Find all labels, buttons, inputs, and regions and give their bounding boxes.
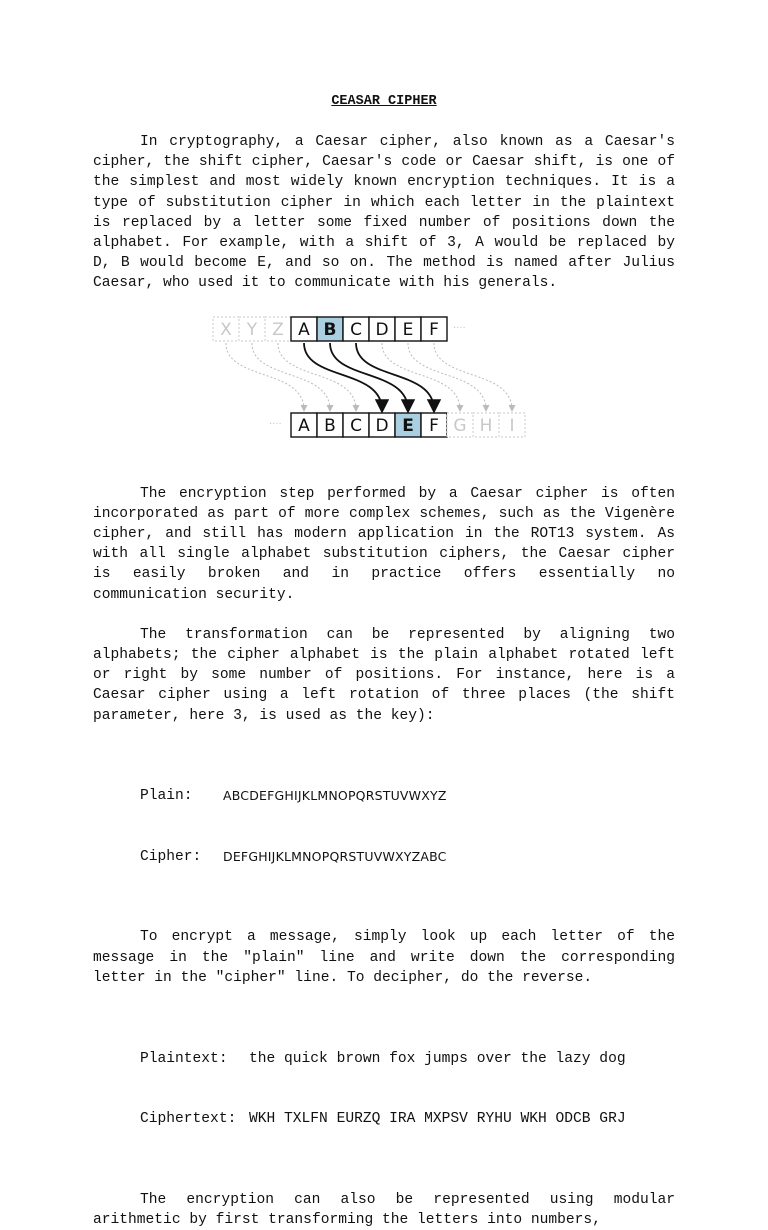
svg-text:F: F (429, 319, 439, 340)
cipher-alphabet: DEFGHIJKLMNOPQRSTUVWXYZABC (223, 848, 447, 864)
faded-shift-arrow (408, 343, 486, 410)
paragraph-modular-arithmetic: The encryption can also be represented using modular arithmetic by first transforming the letters into numbers, (93, 1191, 675, 1228)
svg-text:Z: Z (272, 319, 284, 340)
bottom-letter-B (317, 413, 343, 437)
top-letter-A (291, 317, 317, 341)
svg-text:A: A (298, 415, 310, 436)
svg-text:G: G (453, 415, 467, 436)
shift-arrow (356, 343, 434, 410)
top-faded-letter-X (213, 317, 239, 341)
bottom-letter-E (395, 413, 421, 437)
top-letter-B (317, 317, 343, 341)
svg-text:E: E (402, 415, 414, 436)
svg-text:C: C (350, 415, 362, 436)
document-page (93, 92, 675, 1230)
svg-text:Y: Y (246, 319, 258, 340)
faded-shift-arrow (434, 343, 512, 410)
faded-shift-arrow (382, 343, 460, 410)
plaintext-row (140, 1049, 675, 1069)
svg-text:D: D (375, 415, 389, 436)
bottom-letter-D (369, 413, 395, 437)
plain-alphabet: ABCDEFGHIJKLMNOPQRSTUVWXYZ (223, 788, 447, 804)
alphabet-table (140, 746, 675, 908)
paragraph-transformation: The transformation can be represented by aligning two alphabets; the cipher alphabet is the plain alphabet rotated left or right by some number of positions. For instance, here is a Caesar cipher using a left rotation of three places (the shift parameter, here 3, is used as the key): (93, 626, 675, 724)
svg-text:I: I (509, 415, 515, 436)
plaintext-value: the quick brown fox jumps over the lazy dog (249, 1050, 626, 1067)
shift-arrow (330, 343, 408, 410)
plain-label: Plain: (140, 788, 193, 805)
shift-diagram-svg (93, 314, 675, 464)
svg-text:B: B (324, 415, 336, 436)
cipher-row (140, 847, 675, 867)
faded-shift-arrow (252, 343, 330, 410)
top-ellipsis: ···· (453, 322, 466, 334)
ciphertext-row (140, 1109, 675, 1129)
document-title: CEASAR CIPHER (331, 94, 437, 109)
example-table (140, 1008, 675, 1170)
bottom-letter-A (291, 413, 317, 437)
top-letter-D (369, 317, 395, 341)
svg-text:X: X (220, 319, 232, 340)
svg-text:B: B (323, 319, 337, 340)
svg-text:D: D (375, 319, 389, 340)
svg-text:A: A (298, 319, 310, 340)
bottom-ellipsis: ···· (269, 418, 282, 430)
paragraph-encrypt-instructions: To encrypt a message, simply look up each letter of the message in the "plain" line and write down the corresponding letter in the "cipher" line. To decipher, do the reverse. (93, 929, 675, 986)
faded-shift-arrow (278, 343, 356, 410)
plaintext-label: Plaintext: (140, 1050, 228, 1067)
bottom-faded-letter-G (447, 413, 473, 437)
faded-shift-arrow (226, 343, 304, 410)
plain-row (140, 786, 675, 806)
ciphertext-value: WKH TXLFN EURZQ IRA MXPSV RYHU WKH ODCB GRJ (249, 1111, 626, 1128)
caesar-shift-diagram (93, 314, 675, 464)
bottom-letter-C (343, 413, 369, 437)
svg-text:F: F (429, 415, 439, 436)
top-letter-E (395, 317, 421, 341)
svg-text:E: E (402, 319, 414, 340)
shift-arrow (304, 343, 382, 410)
top-letter-F (421, 317, 447, 341)
bottom-faded-letter-H (473, 413, 499, 437)
svg-text:C: C (350, 319, 362, 340)
ciphertext-label: Ciphertext: (140, 1111, 237, 1128)
bottom-letter-F (421, 413, 447, 437)
paragraph-intro: In cryptography, a Caesar cipher, also known as a Caesar's cipher, the shift cipher, Caesar's code or Caesar shift, is one of the simplest and most widely known encryption techniques. It is a type of substitution cipher in which each letter in the plaintext is replaced by a letter some fixed number of positions down the alphabet. For example, with a shift of 3, A would be replaced by D, B would become E, and so on. The method is named after Julius Caesar, who used it to communicate with his generals. (93, 134, 675, 292)
paragraph-encryption-step: The encryption step performed by a Caesar cipher is often incorporated as part of more complex schemes, such as the Vigenère cipher, and still has modern application in the ROT13 system. As with all single alphabet substitution ciphers, the Caesar cipher is easily broken and in practice offers essentially no communication security. (93, 485, 675, 603)
svg-text:H: H (479, 415, 493, 436)
bottom-faded-letter-I (499, 413, 525, 437)
top-faded-letter-Z (265, 317, 291, 341)
cipher-label: Cipher: (140, 848, 202, 865)
top-faded-letter-Y (239, 317, 265, 341)
top-letter-C (343, 317, 369, 341)
